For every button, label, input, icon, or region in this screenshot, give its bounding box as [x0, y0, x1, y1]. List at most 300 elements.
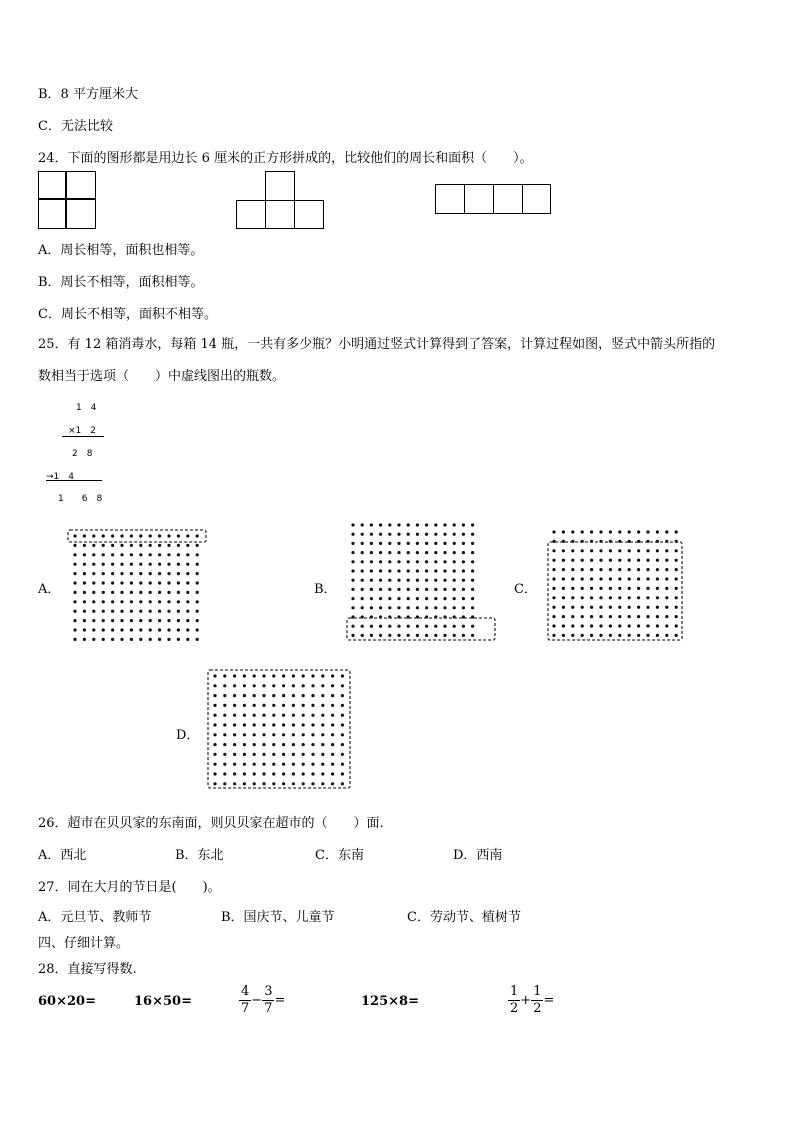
operator-minus: −	[251, 993, 263, 1008]
bottle-dot	[243, 772, 246, 775]
bottle-dot	[111, 563, 114, 566]
bottle-dot	[302, 684, 305, 687]
bottle-dot	[370, 533, 373, 536]
bottle-dot	[213, 763, 216, 766]
bottle-dot	[282, 782, 285, 785]
bottle-dot	[73, 572, 76, 575]
bottle-dot	[139, 638, 142, 641]
bottle-dot	[675, 549, 678, 552]
bottle-dot	[628, 568, 631, 571]
bottle-dot	[186, 638, 189, 641]
bottle-dot	[471, 606, 474, 609]
bottle-dot	[562, 606, 565, 609]
bottle-dot	[562, 577, 565, 580]
bottle-dot	[571, 634, 574, 637]
bottle-dot	[599, 577, 602, 580]
bottle-dot	[609, 587, 612, 590]
bottle-dot	[282, 704, 285, 707]
bottle-dot	[443, 588, 446, 591]
bottle-dot	[302, 782, 305, 785]
bottle-dot	[158, 610, 161, 613]
bottle-dot	[83, 563, 86, 566]
bottle-dot	[177, 628, 180, 631]
bottle-dot	[83, 544, 86, 547]
bottle-dot	[370, 634, 373, 637]
fraction-denominator: 7	[241, 1001, 250, 1016]
bottle-dot	[637, 577, 640, 580]
bottle-dot	[196, 619, 199, 622]
bottle-dot	[177, 600, 180, 603]
bottle-dot	[213, 723, 216, 726]
equals-sign: =	[543, 993, 555, 1008]
bottle-dot	[223, 763, 226, 766]
bottle-dot	[397, 569, 400, 572]
bottle-dot	[111, 572, 114, 575]
bottle-dot	[599, 615, 602, 618]
bottle-dot	[262, 782, 265, 785]
bottle-dot	[282, 723, 285, 726]
bottle-dot	[462, 634, 465, 637]
bottle-dot	[388, 634, 391, 637]
bottle-dot	[177, 534, 180, 537]
bottle-dot	[111, 553, 114, 556]
bottle-dot	[370, 597, 373, 600]
bottle-dot	[213, 694, 216, 697]
bottle-dot	[177, 553, 180, 556]
bottle-dot	[571, 559, 574, 562]
bottle-dot	[471, 533, 474, 536]
bottle-dot	[646, 634, 649, 637]
bottle-dot	[462, 579, 465, 582]
bottle-dot	[331, 723, 334, 726]
bottle-dot	[388, 588, 391, 591]
bottle-dot	[83, 534, 86, 537]
bottle-dot	[562, 615, 565, 618]
bottle-dot	[341, 714, 344, 717]
bottle-dot	[177, 610, 180, 613]
bottle-dot	[571, 596, 574, 599]
bottle-dot	[552, 615, 555, 618]
bottle-dot	[379, 588, 382, 591]
bottle-dot	[599, 596, 602, 599]
bottle-dot	[571, 568, 574, 571]
bottle-dot	[177, 638, 180, 641]
bottle-dot	[111, 581, 114, 584]
bottle-dot	[321, 733, 324, 736]
bottle-dot	[370, 560, 373, 563]
bottle-dot	[102, 572, 105, 575]
bottle-dot	[73, 563, 76, 566]
bottle-dot	[407, 551, 410, 554]
bottle-dot	[646, 577, 649, 580]
bottle-dot	[351, 579, 354, 582]
bottle-dot	[253, 694, 256, 697]
bottle-dot	[130, 628, 133, 631]
bottle-dot	[628, 615, 631, 618]
bottle-dot	[646, 615, 649, 618]
bottle-dot	[471, 542, 474, 545]
bottle-dot	[73, 581, 76, 584]
bottle-dot	[590, 530, 593, 533]
bottle-dot	[618, 596, 621, 599]
bottle-dot	[92, 544, 95, 547]
bottle-dot	[139, 534, 142, 537]
bottle-dot	[351, 551, 354, 554]
bottle-dot	[223, 753, 226, 756]
bottle-dot	[130, 619, 133, 622]
bottle-dot	[233, 753, 236, 756]
bottle-dot	[397, 588, 400, 591]
bottle-dot	[425, 551, 428, 554]
bottle-dot	[130, 572, 133, 575]
bottle-dot	[177, 581, 180, 584]
bottle-dot	[656, 577, 659, 580]
bottle-dot	[351, 597, 354, 600]
bottle-dot	[665, 568, 668, 571]
bottle-dot	[609, 568, 612, 571]
bottle-dot	[149, 619, 152, 622]
bottle-dot	[73, 544, 76, 547]
operator-plus: +	[520, 993, 532, 1008]
bottle-dot	[407, 625, 410, 628]
bottle-dot	[675, 577, 678, 580]
bottle-dot	[311, 743, 314, 746]
bottle-dot	[370, 569, 373, 572]
bottle-dot	[453, 625, 456, 628]
bottle-dot	[321, 743, 324, 746]
bottle-dot	[158, 600, 161, 603]
bottle-dot	[213, 743, 216, 746]
bottle-dot	[379, 606, 382, 609]
bottle-dot	[331, 694, 334, 697]
bottle-dot	[102, 610, 105, 613]
bottle-dot	[397, 606, 400, 609]
bottle-dot	[416, 625, 419, 628]
bottle-dot	[397, 579, 400, 582]
q25-option-c-label: C．	[514, 582, 537, 597]
calc-fraction-subtract	[239, 984, 285, 1017]
bottle-dot	[646, 596, 649, 599]
bottle-dot	[196, 600, 199, 603]
bottle-dot	[675, 530, 678, 533]
bottle-dot	[425, 533, 428, 536]
bottle-dot	[471, 579, 474, 582]
bottle-dot	[321, 674, 324, 677]
bottle-dot	[552, 596, 555, 599]
bottle-dot	[434, 560, 437, 563]
bottle-dot	[562, 634, 565, 637]
bottle-dot	[243, 694, 246, 697]
bottle-dot	[92, 638, 95, 641]
bottle-dot	[361, 634, 364, 637]
q27-option-a: A．元旦节、教师节	[38, 910, 152, 925]
bottle-dot	[196, 534, 199, 537]
bottle-dot	[609, 549, 612, 552]
bottle-dot	[462, 606, 465, 609]
bottle-dot	[434, 634, 437, 637]
bottle-dot	[149, 638, 152, 641]
bottle-dot	[618, 568, 621, 571]
bottle-dot	[243, 782, 246, 785]
bottle-dot	[111, 619, 114, 622]
bottle-dot	[471, 569, 474, 572]
bottle-dot	[443, 634, 446, 637]
bottle-dot	[331, 733, 334, 736]
bottle-dot	[292, 723, 295, 726]
bottle-dot	[628, 596, 631, 599]
bottle-dot	[167, 628, 170, 631]
bottle-dot	[675, 615, 678, 618]
bottle-dot	[656, 596, 659, 599]
bottle-dot	[149, 628, 152, 631]
bottle-dot	[351, 625, 354, 628]
bottle-dot	[397, 625, 400, 628]
bottle-dot	[92, 628, 95, 631]
bottle-dot	[130, 544, 133, 547]
bottle-dot	[370, 523, 373, 526]
bottle-dot	[83, 628, 86, 631]
bottle-dot	[262, 684, 265, 687]
bottle-dot	[196, 628, 199, 631]
bottle-dot	[102, 600, 105, 603]
bottle-dot	[443, 523, 446, 526]
bottle-dot	[618, 606, 621, 609]
bottle-dot	[331, 674, 334, 677]
bottle-dot	[302, 743, 305, 746]
bottle-dot	[609, 606, 612, 609]
bottle-dot	[262, 694, 265, 697]
bottle-dot	[675, 568, 678, 571]
bottle-dot	[599, 624, 602, 627]
bottle-dot	[302, 714, 305, 717]
bottle-dot	[321, 684, 324, 687]
bottle-dot	[609, 615, 612, 618]
bottle-dot	[223, 684, 226, 687]
bottle-dot	[83, 610, 86, 613]
bottle-dot	[434, 523, 437, 526]
bottle-dot	[311, 772, 314, 775]
bottle-dot	[599, 606, 602, 609]
bottle-dot	[262, 723, 265, 726]
bottle-dot	[453, 542, 456, 545]
bottle-dot	[321, 782, 324, 785]
bottle-dot	[321, 694, 324, 697]
bottle-dot	[253, 723, 256, 726]
bottle-dot	[675, 559, 678, 562]
bottle-dot	[111, 591, 114, 594]
bottle-dot	[213, 733, 216, 736]
bottle-dot	[102, 581, 105, 584]
bottle-dot	[443, 569, 446, 572]
bottle-dot	[282, 743, 285, 746]
bottle-dot	[292, 714, 295, 717]
bottle-dot	[471, 523, 474, 526]
bottle-dot	[186, 553, 189, 556]
bottle-dot	[120, 544, 123, 547]
bottle-dot	[571, 615, 574, 618]
bottle-dot	[361, 551, 364, 554]
bottle-dot	[453, 560, 456, 563]
fraction-numerator: 3	[264, 984, 273, 999]
bottle-dot	[83, 553, 86, 556]
bottle-dot	[675, 624, 678, 627]
bottle-dot	[102, 563, 105, 566]
bottle-dot	[196, 581, 199, 584]
dashed-highlight-box	[548, 542, 682, 640]
bottle-dot	[397, 533, 400, 536]
bottle-dot	[111, 544, 114, 547]
bottle-dot	[158, 581, 161, 584]
bottle-dot	[139, 591, 142, 594]
bottle-dot	[73, 610, 76, 613]
bottle-dot	[331, 743, 334, 746]
bottle-dot	[102, 628, 105, 631]
bottle-dot	[581, 615, 584, 618]
bottle-dot	[581, 559, 584, 562]
bottle-dot	[656, 549, 659, 552]
fraction-denominator: 7	[264, 1001, 273, 1016]
bottle-dot	[370, 579, 373, 582]
bottle-dot	[397, 523, 400, 526]
bottle-dot	[675, 606, 678, 609]
bottle-dot	[311, 753, 314, 756]
bottle-dot	[370, 625, 373, 628]
bottle-dot	[453, 569, 456, 572]
bottle-dot	[130, 600, 133, 603]
bottle-dot	[341, 684, 344, 687]
q25-option-a-label: A．	[38, 582, 61, 597]
bottle-dot	[416, 597, 419, 600]
bottle-dot	[282, 714, 285, 717]
bottle-dot	[665, 634, 668, 637]
bottle-dot	[149, 534, 152, 537]
bottle-dot	[186, 581, 189, 584]
bottle-dot	[637, 624, 640, 627]
bottle-dot	[656, 559, 659, 562]
bottle-dot	[618, 577, 621, 580]
bottle-dot	[646, 568, 649, 571]
bottle-dot	[361, 542, 364, 545]
q27-option-b: B．国庆节、儿童节	[221, 910, 335, 925]
bottle-dot	[233, 714, 236, 717]
bottle-dot	[331, 772, 334, 775]
bottle-dot	[331, 704, 334, 707]
bottle-dot	[292, 743, 295, 746]
bottle-dot	[83, 600, 86, 603]
bottle-dot	[416, 606, 419, 609]
bottle-dot	[253, 753, 256, 756]
bottle-dot	[167, 572, 170, 575]
bottle-dot	[388, 569, 391, 572]
bottle-dot	[397, 634, 400, 637]
bottle-dot	[656, 634, 659, 637]
bottle-dot	[196, 563, 199, 566]
bottle-dot	[628, 606, 631, 609]
bottle-dot	[177, 563, 180, 566]
bottle-dot	[434, 533, 437, 536]
bottle-dot	[361, 588, 364, 591]
bottle-dot	[272, 753, 275, 756]
bottle-dot	[213, 684, 216, 687]
q25-option-a-dot-grid	[66, 528, 208, 644]
bottle-dot	[581, 568, 584, 571]
bottle-dot	[637, 559, 640, 562]
bottle-dot	[331, 684, 334, 687]
bottle-dot	[341, 782, 344, 785]
bottle-dot	[120, 600, 123, 603]
bottle-dot	[609, 559, 612, 562]
bottle-dot	[196, 572, 199, 575]
bottle-dot	[167, 619, 170, 622]
bottle-dot	[562, 568, 565, 571]
bottle-dot	[407, 560, 410, 563]
bottle-dot	[223, 782, 226, 785]
bottle-dot	[581, 577, 584, 580]
q25-option-b-dot-grid	[344, 520, 498, 644]
bottle-dot	[139, 600, 142, 603]
bottle-dot	[552, 577, 555, 580]
bottle-dot	[618, 634, 621, 637]
bottle-dot	[120, 572, 123, 575]
bottle-dot	[637, 615, 640, 618]
q27-option-c: C．劳动节、植树节	[407, 910, 521, 925]
bottle-dot	[665, 606, 668, 609]
vertical-row-4: →1 4	[46, 472, 74, 482]
bottle-dot	[646, 559, 649, 562]
bottle-dot	[272, 733, 275, 736]
bottle-dot	[453, 597, 456, 600]
bottle-dot	[407, 542, 410, 545]
bottle-dot	[213, 714, 216, 717]
q24-option-c: C．周长不相等，面积不相等。	[38, 307, 217, 322]
bottle-dot	[628, 559, 631, 562]
bottle-dot	[233, 704, 236, 707]
bottle-dot	[637, 530, 640, 533]
bottle-dot	[665, 615, 668, 618]
bottle-dot	[158, 534, 161, 537]
bottle-dot	[120, 619, 123, 622]
bottle-dot	[73, 591, 76, 594]
bottle-dot	[407, 606, 410, 609]
bottle-dot	[158, 572, 161, 575]
bottle-dot	[675, 634, 678, 637]
bottle-dot	[379, 569, 382, 572]
bottle-dot	[253, 714, 256, 717]
bottle-dot	[665, 530, 668, 533]
bottle-dot	[262, 733, 265, 736]
bottle-dot	[243, 743, 246, 746]
bottle-dot	[628, 587, 631, 590]
fraction-denominator: 2	[510, 1001, 519, 1016]
bottle-dot	[331, 753, 334, 756]
bottle-dot	[92, 591, 95, 594]
bottle-dot	[416, 523, 419, 526]
bottle-dot	[581, 587, 584, 590]
bottle-dot	[656, 530, 659, 533]
bottle-dot	[233, 733, 236, 736]
bottle-dot	[213, 772, 216, 775]
bottle-dot	[665, 577, 668, 580]
bottle-dot	[462, 597, 465, 600]
fraction-numerator: 4	[241, 984, 250, 999]
bottle-dot	[341, 723, 344, 726]
bottle-dot	[130, 610, 133, 613]
bottle-dot	[139, 563, 142, 566]
bottle-dot	[599, 530, 602, 533]
bottle-dot	[552, 624, 555, 627]
bottle-dot	[462, 542, 465, 545]
bottle-dot	[186, 619, 189, 622]
